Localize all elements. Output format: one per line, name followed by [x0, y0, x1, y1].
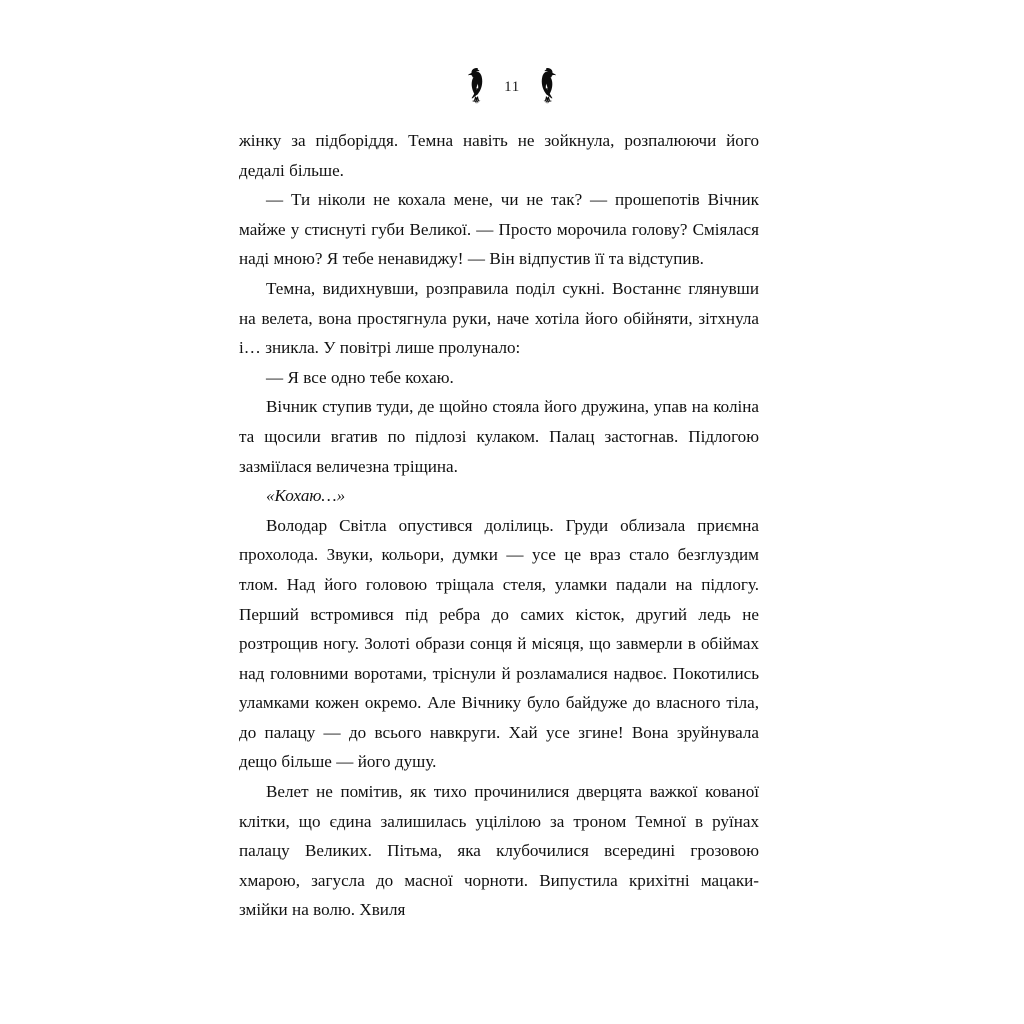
paragraph: Вічник ступив туди, де щойно стояла його дружина, упав на коліна та щосили вгатив по підлозі кулаком. Палац застогнав. Підлогою зазміїлася величезна тріщина.: [239, 397, 759, 476]
paragraph: Велет не помітив, як тихо прочинилися дверцята важкої кованої клітки, що єдина залишилась уцілілою за троном Темної в руїнах палацу Великих. Пітьма, яка клубочилися всередині грозовою хмарою, загусла до масної чорноти. Випустила крихітні мацаки-змійки на волю. Хвиля: [239, 782, 759, 920]
paragraph: — Я все одно тебе кохаю.: [266, 367, 454, 387]
running-head: [0, 62, 1024, 110]
paragraph: Володар Світла опустився долілиць. Груди облизала приємна прохолода. Звуки, кольори, думки — усе це враз стало безглуздим тлом. Над його головою тріщала стеля, уламки падали на підлогу. Перший встромився під ребра до самих кісток, другий ледь не розтрощив ногу. Золоті образи сонця й місяця, що завмерли в обіймах над головними воротами, тріснули й розламалися надвоє. Покотились уламками кожен окремо. Але Вічнику було байдуже до власного тіла, до палацу — до всього навкруги. Хай усе згине! Вона зруйнувала дещо більше — його душу.: [239, 515, 759, 772]
paragraph: жінку за підборіддя. Темна навіть не зойкнула, розпалюючи його дедалі більше.: [239, 131, 759, 180]
page-number: 11: [504, 78, 520, 95]
paragraph: Темна, видихнувши, розправила поділ сукні. Востаннє глянувши на велета, вона простягнула руки, наче хотіла його обійняти, зітхнула і… зникла. У повітрі лише пролунало:: [239, 278, 759, 358]
raven-icon: [533, 65, 563, 107]
raven-icon: [461, 65, 491, 107]
text-block: [239, 126, 759, 925]
paragraph: — Ти ніколи не кохала мене, чи не так? — прошепотів Вічник майже у стиснуті губи Великої. — Просто морочила голову? Сміялася наді мною? Я тебе ненавиджу! — Він відпустив її та відступив.: [239, 190, 759, 269]
paragraph-italic: «Кохаю…»: [266, 486, 346, 506]
